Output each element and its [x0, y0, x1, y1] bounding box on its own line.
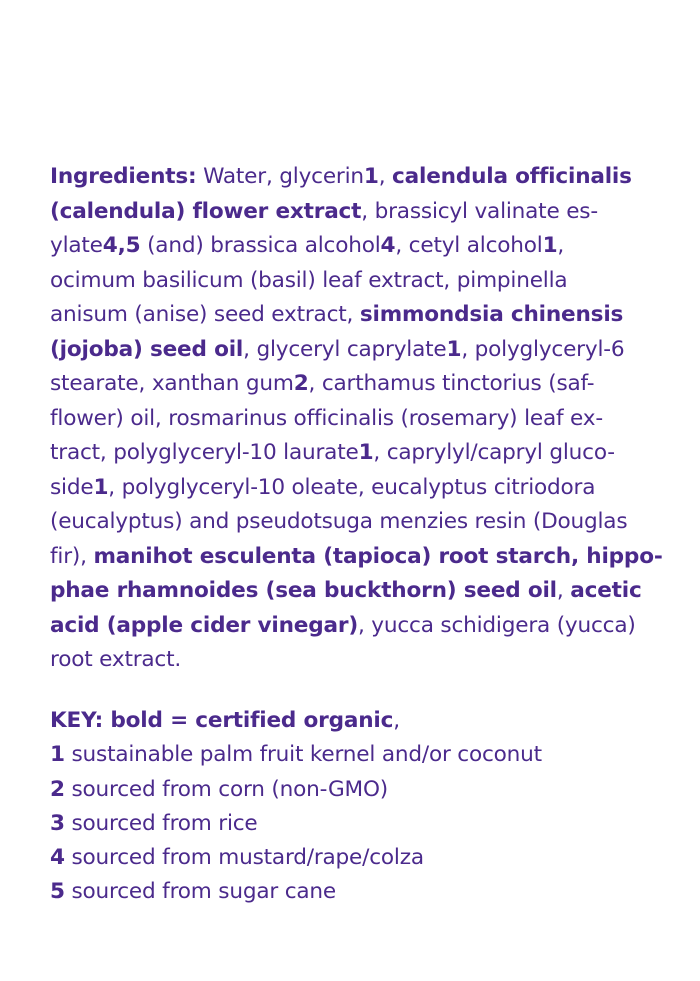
- text-segment: , brassicyl valinate es-: [361, 198, 598, 224]
- key-line: [50, 807, 660, 841]
- bold-text-segment: 4: [50, 845, 65, 871]
- bold-text-segment: acetic: [570, 578, 642, 603]
- bold-text-segment: 1: [93, 474, 109, 500]
- text-segment: ,: [556, 578, 571, 603]
- text-segment: , polyglyceryl-10 oleate, eucalyptus citriodora: [108, 474, 596, 500]
- text-segment: ,: [378, 164, 393, 189]
- text-segment: sourced from corn (non-GMO): [64, 776, 388, 802]
- bold-text-segment: 3: [50, 810, 65, 836]
- bold-text-segment: 4: [380, 233, 396, 258]
- ingredients-line: [50, 195, 660, 230]
- ingredients-line: [50, 609, 660, 644]
- ingredients-key: [50, 704, 660, 910]
- key-line: [50, 841, 660, 875]
- text-segment: , yucca schidigera (yucca): [357, 612, 636, 638]
- text-segment: , polyglyceryl-6: [461, 336, 625, 362]
- text-segment: sourced from rice: [64, 810, 258, 836]
- text-segment: side: [50, 474, 94, 500]
- text-segment: (eucalyptus) and pseudotsuga menzies resin (Douglas: [50, 509, 628, 534]
- text-segment: ocimum basilicum (basil) leaf extract, pimpinella: [50, 267, 568, 293]
- ingredients-line: [50, 436, 660, 471]
- bold-text-segment: 5: [50, 879, 65, 905]
- text-segment: sustainable palm fruit kernel and/or coconut: [64, 742, 542, 768]
- text-segment: flower) oil, rosmarinus officinalis (rosemary) leaf ex-: [50, 405, 603, 431]
- ingredients-line: [50, 298, 660, 333]
- text-segment: , carthamus tinctorius (saf-: [308, 371, 595, 396]
- ingredients-line: [50, 643, 660, 678]
- text-segment: fir),: [50, 543, 94, 569]
- bold-text-segment: KEY: bold = certified organic: [50, 708, 394, 733]
- text-segment: stearate, xanthan gum: [50, 371, 294, 396]
- ingredients-line: [50, 160, 660, 195]
- key-line: [50, 875, 660, 909]
- text-segment: anisum (anise) seed extract,: [50, 302, 360, 327]
- ingredients-line: [50, 229, 660, 264]
- bold-text-segment: 1: [358, 440, 374, 465]
- text-segment: tract, polyglyceryl-10 laurate: [50, 440, 359, 465]
- ingredients-list: [50, 160, 663, 678]
- key-line: [50, 738, 660, 772]
- ingredients-line: [50, 264, 660, 299]
- key-line: [50, 773, 660, 807]
- ingredients-line: [50, 333, 660, 368]
- bold-text-segment: simmondsia chinensis: [359, 302, 624, 327]
- bold-text-segment: acid (apple cider vinegar): [50, 612, 358, 638]
- ingredients-line: [50, 505, 660, 540]
- bold-text-segment: 1: [542, 233, 558, 258]
- text-segment: , caprylyl/capryl gluco-: [373, 440, 615, 465]
- text-segment: , glyceryl caprylate: [243, 336, 447, 362]
- text-segment: sourced from mustard/rape/colza: [64, 845, 424, 871]
- ingredients-line: [50, 367, 660, 402]
- text-segment: ylate: [50, 233, 103, 258]
- bold-text-segment: 1: [363, 164, 379, 189]
- bold-text-segment: (calendula) flower extract: [50, 198, 362, 224]
- ingredients-line: [50, 471, 660, 506]
- bold-text-segment: 1: [50, 742, 65, 768]
- bold-text-segment: (jojoba) seed oil: [50, 336, 244, 362]
- ingredients-line: [50, 574, 660, 609]
- bold-text-segment: phae rhamnoides (sea buckthorn) seed oil: [50, 578, 557, 603]
- bold-text-segment: 4,5: [102, 233, 141, 258]
- bold-text-segment: Ingredients:: [50, 164, 197, 189]
- bold-text-segment: calendula officinalis: [392, 164, 632, 189]
- bold-text-segment: manihot esculenta (tapioca) root starch, hippo-: [93, 543, 663, 569]
- text-segment: Water, glycerin: [196, 164, 364, 189]
- bold-text-segment: 2: [293, 371, 309, 396]
- ingredients-line: [50, 540, 663, 575]
- text-segment: ,: [557, 233, 565, 258]
- text-segment: ,: [393, 708, 400, 733]
- text-segment: (and) brassica alcohol: [140, 233, 381, 258]
- text-segment: root extract.: [50, 647, 182, 672]
- ingredients-line: [50, 402, 660, 437]
- bold-text-segment: 1: [446, 336, 462, 362]
- key-line: [50, 704, 660, 738]
- text-segment: , cetyl alcohol: [395, 233, 543, 258]
- text-segment: sourced from sugar cane: [64, 879, 336, 905]
- bold-text-segment: 2: [50, 776, 65, 802]
